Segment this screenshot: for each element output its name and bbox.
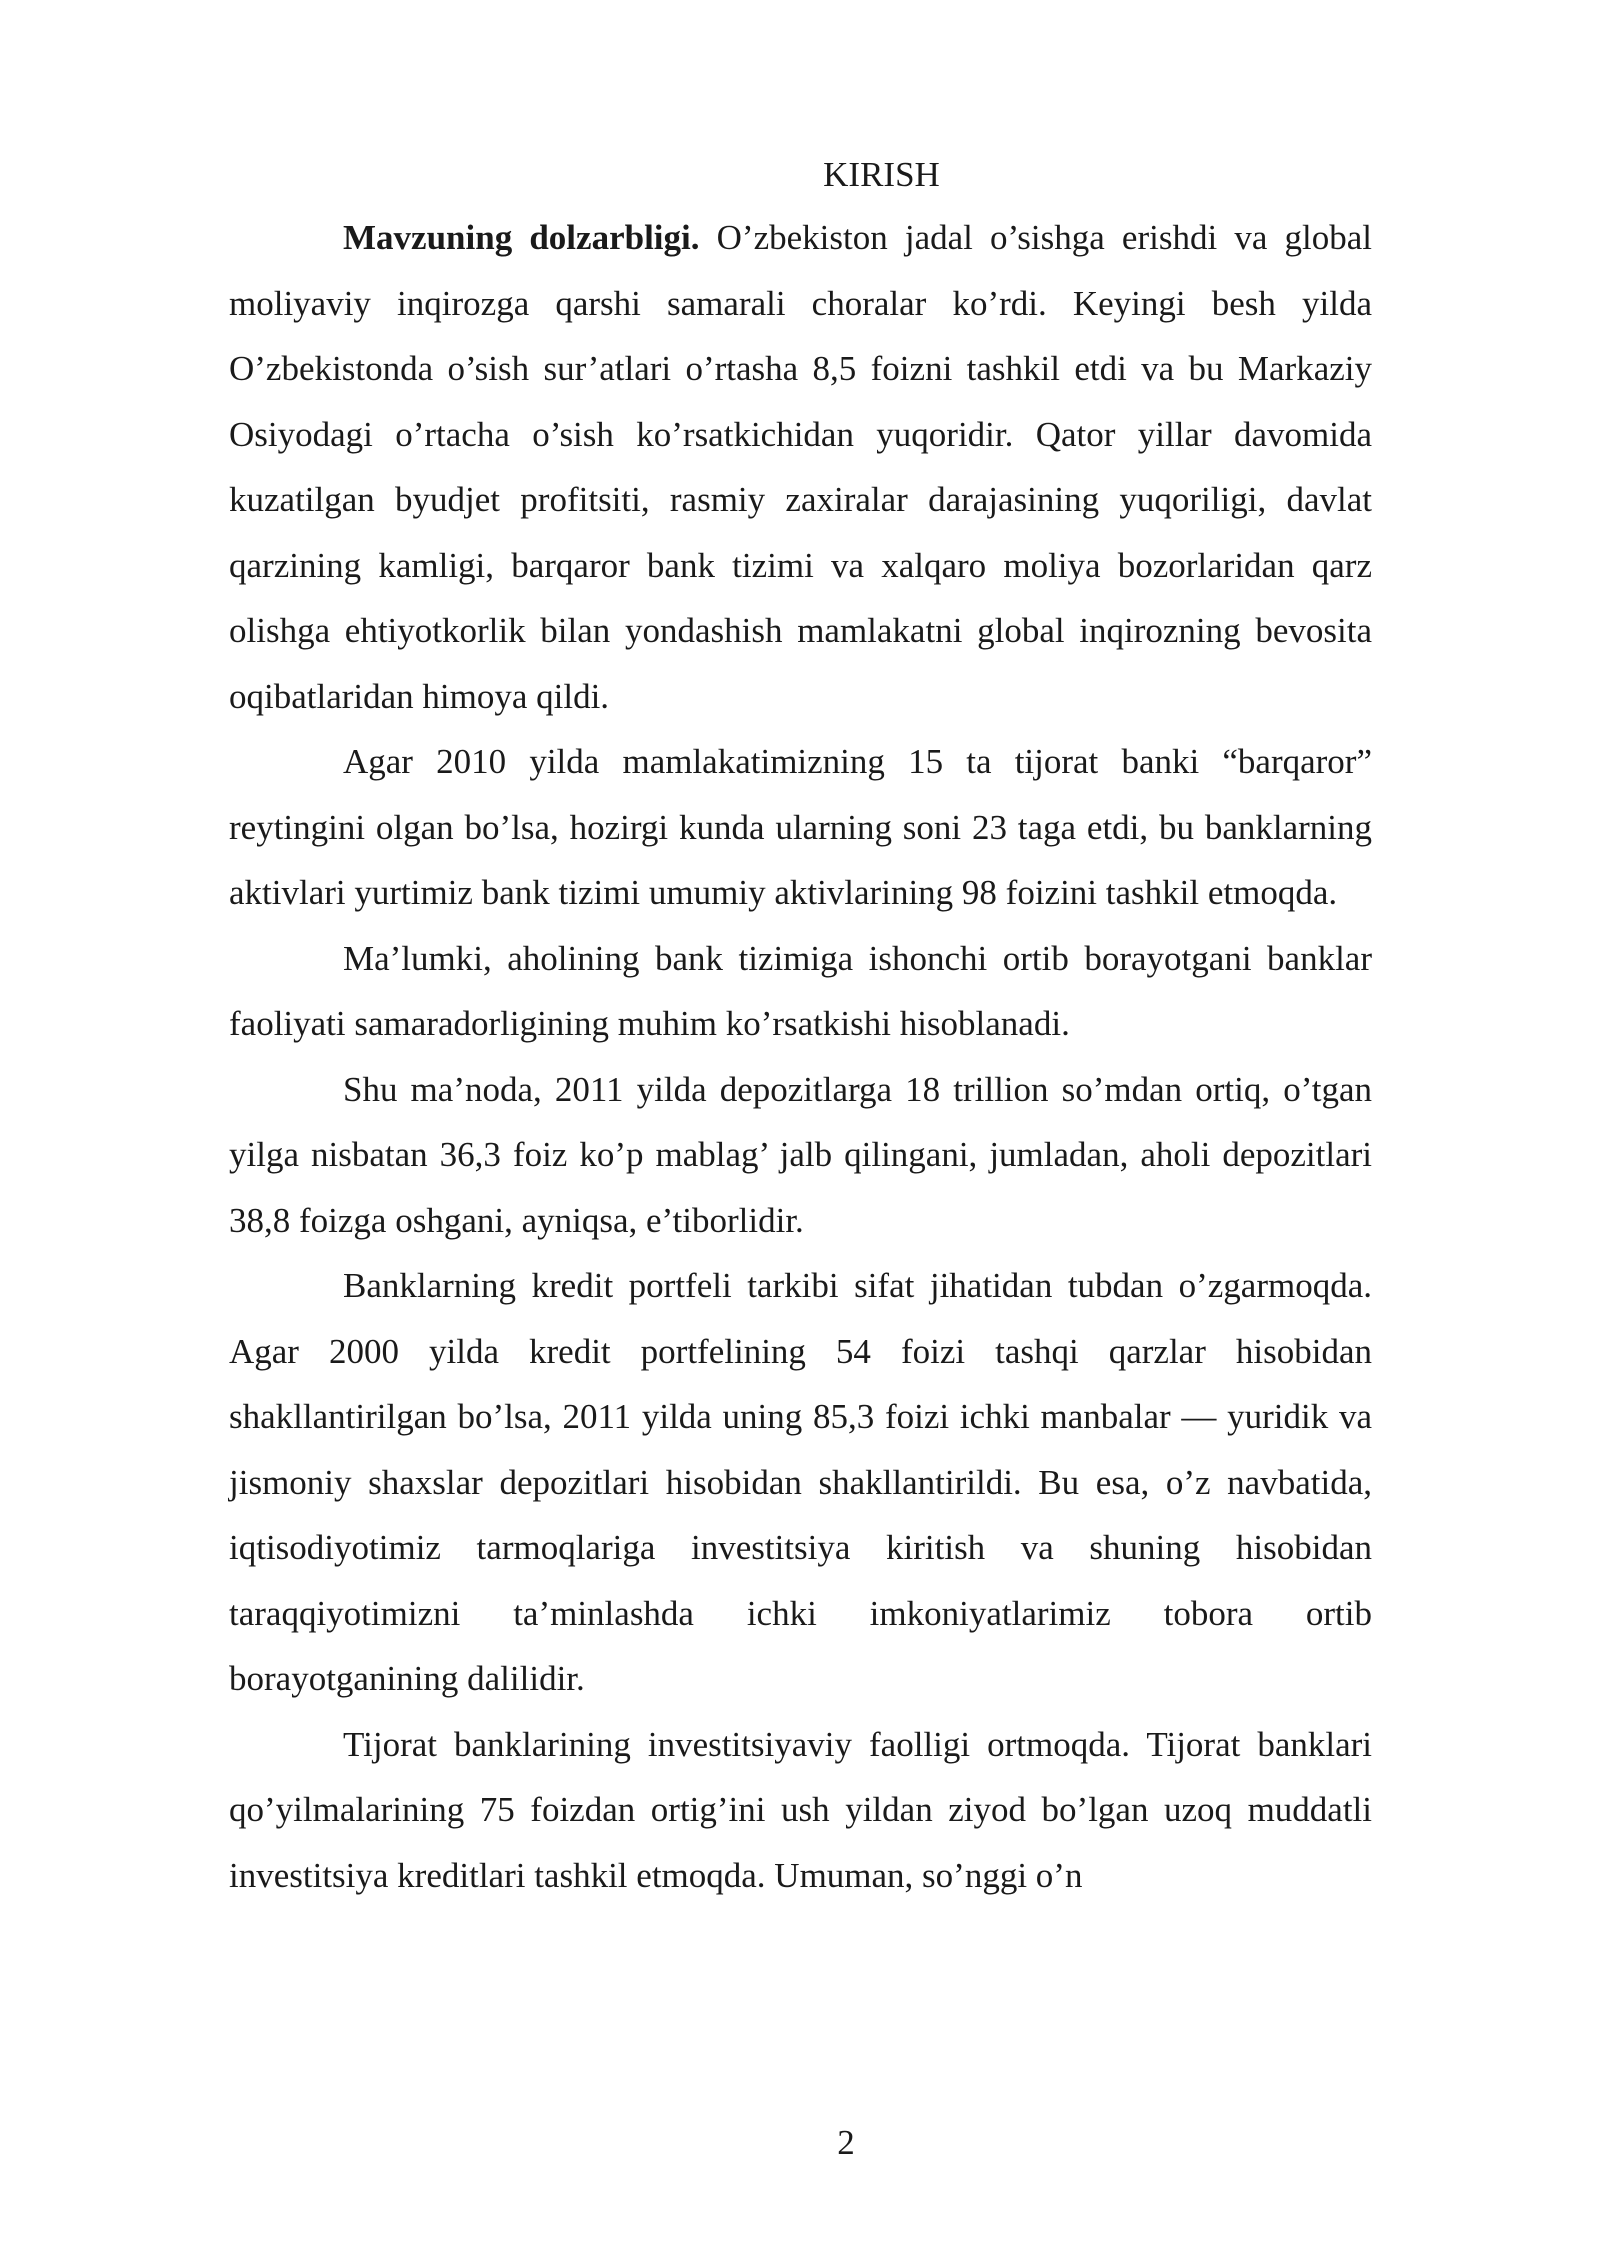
- paragraph-text: Ma’lumki, aholining bank tizimiga ishonchi ortib borayotgani banklar faoliyati samaradorligining muhim ko’rsatkishi hisoblanadi.: [229, 938, 1372, 1043]
- paragraph-text: Banklarning kredit portfeli tarkibi sifat jihatidan tubdan o’zgarmoqda. Agar 2000 yilda kredit portfelining 54 foizi tashqi qarzlar hisobidan shakllantirilgan bo’lsa, 2011 yilda uning 85,3 foizi ichki manbalar — yuridik va jismoniy shaxslar depozitlari hisobidan shakllantirildi. Bu esa, o’z navbatida, iqtisodiyotimiz tarmoqlariga investitsiya kiritish va shuning hisobidan taraqqiyotimizni ta’minlashda ichki imkoniyatlarimiz tobora ortib borayotganining dalilidir.: [229, 1266, 1372, 1698]
- paragraph-text: Agar 2010 yilda mamlakatimizning 15 ta tijorat banki “barqaror” reytingini olgan bo’lsa, hozirgi kunda ularning soni 23 taga etdi, bu banklarning aktivlari yurtimiz bank tizimi umumiy aktivlarining 98 foizini tashkil etmoqda.: [229, 742, 1372, 912]
- paragraph-text: Shu ma’noda, 2011 yilda depozitlarga 18 trillion so’mdan ortiq, o’tgan yilga nisbatan 36,3 foiz ko’p mablag’ jalb qilingani, jumladan, aholi depozitlari 38,8 foizga oshgani, ayniqsa, e’tiborlidir.: [229, 1069, 1372, 1240]
- paragraph-credit-portfolio: [229, 1253, 1372, 1712]
- paragraph-relevance: [229, 205, 1372, 729]
- paragraph-ratings: [229, 729, 1372, 926]
- paragraph-text: O’zbekiston jadal o’sishga erishdi va global moliyaviy inqirozga qarshi samarali choralar ko’rdi. Keyingi besh yilda O’zbekistonda o’sish sur’atlari o’rtasha 8,5 foizni tashkil etdi va bu Markaziy Osiyodagi o’rtacha o’sish ko’rsatkichidan yuqoridir. Qator yillar davomida kuzatilgan byudjet profitsiti, rasmiy zaxiralar darajasining yuqoriligi, davlat qarzining kamligi, barqaror bank tizimi va xalqaro moliya bozorlaridan qarz olishga ehtiyotkorlik bilan yondashish mamlakatni global inqirozning bevosita oqibatlaridan himoya qildi.: [229, 218, 1372, 716]
- paragraph-investment-activity: [229, 1712, 1372, 1909]
- paragraph-text: Tijorat banklarining investitsiyaviy faolligi ortmoqda. Tijorat banklari qo’yilmalarining 75 foizdan ortig’ini ush yildan ziyod bo’lgan uzoq muddatli investitsiya kreditlari tashkil etmoqda. Umuman, so’nggi o’n: [229, 1724, 1372, 1895]
- paragraph-trust: [229, 926, 1372, 1057]
- paragraph-lead: Mavzuning dolzarbligi.: [343, 218, 700, 257]
- paragraph-deposits: [229, 1057, 1372, 1254]
- page-title: KIRISH: [823, 155, 940, 194]
- page-number: 2: [837, 2123, 855, 2162]
- document-page: [229, 145, 1372, 1908]
